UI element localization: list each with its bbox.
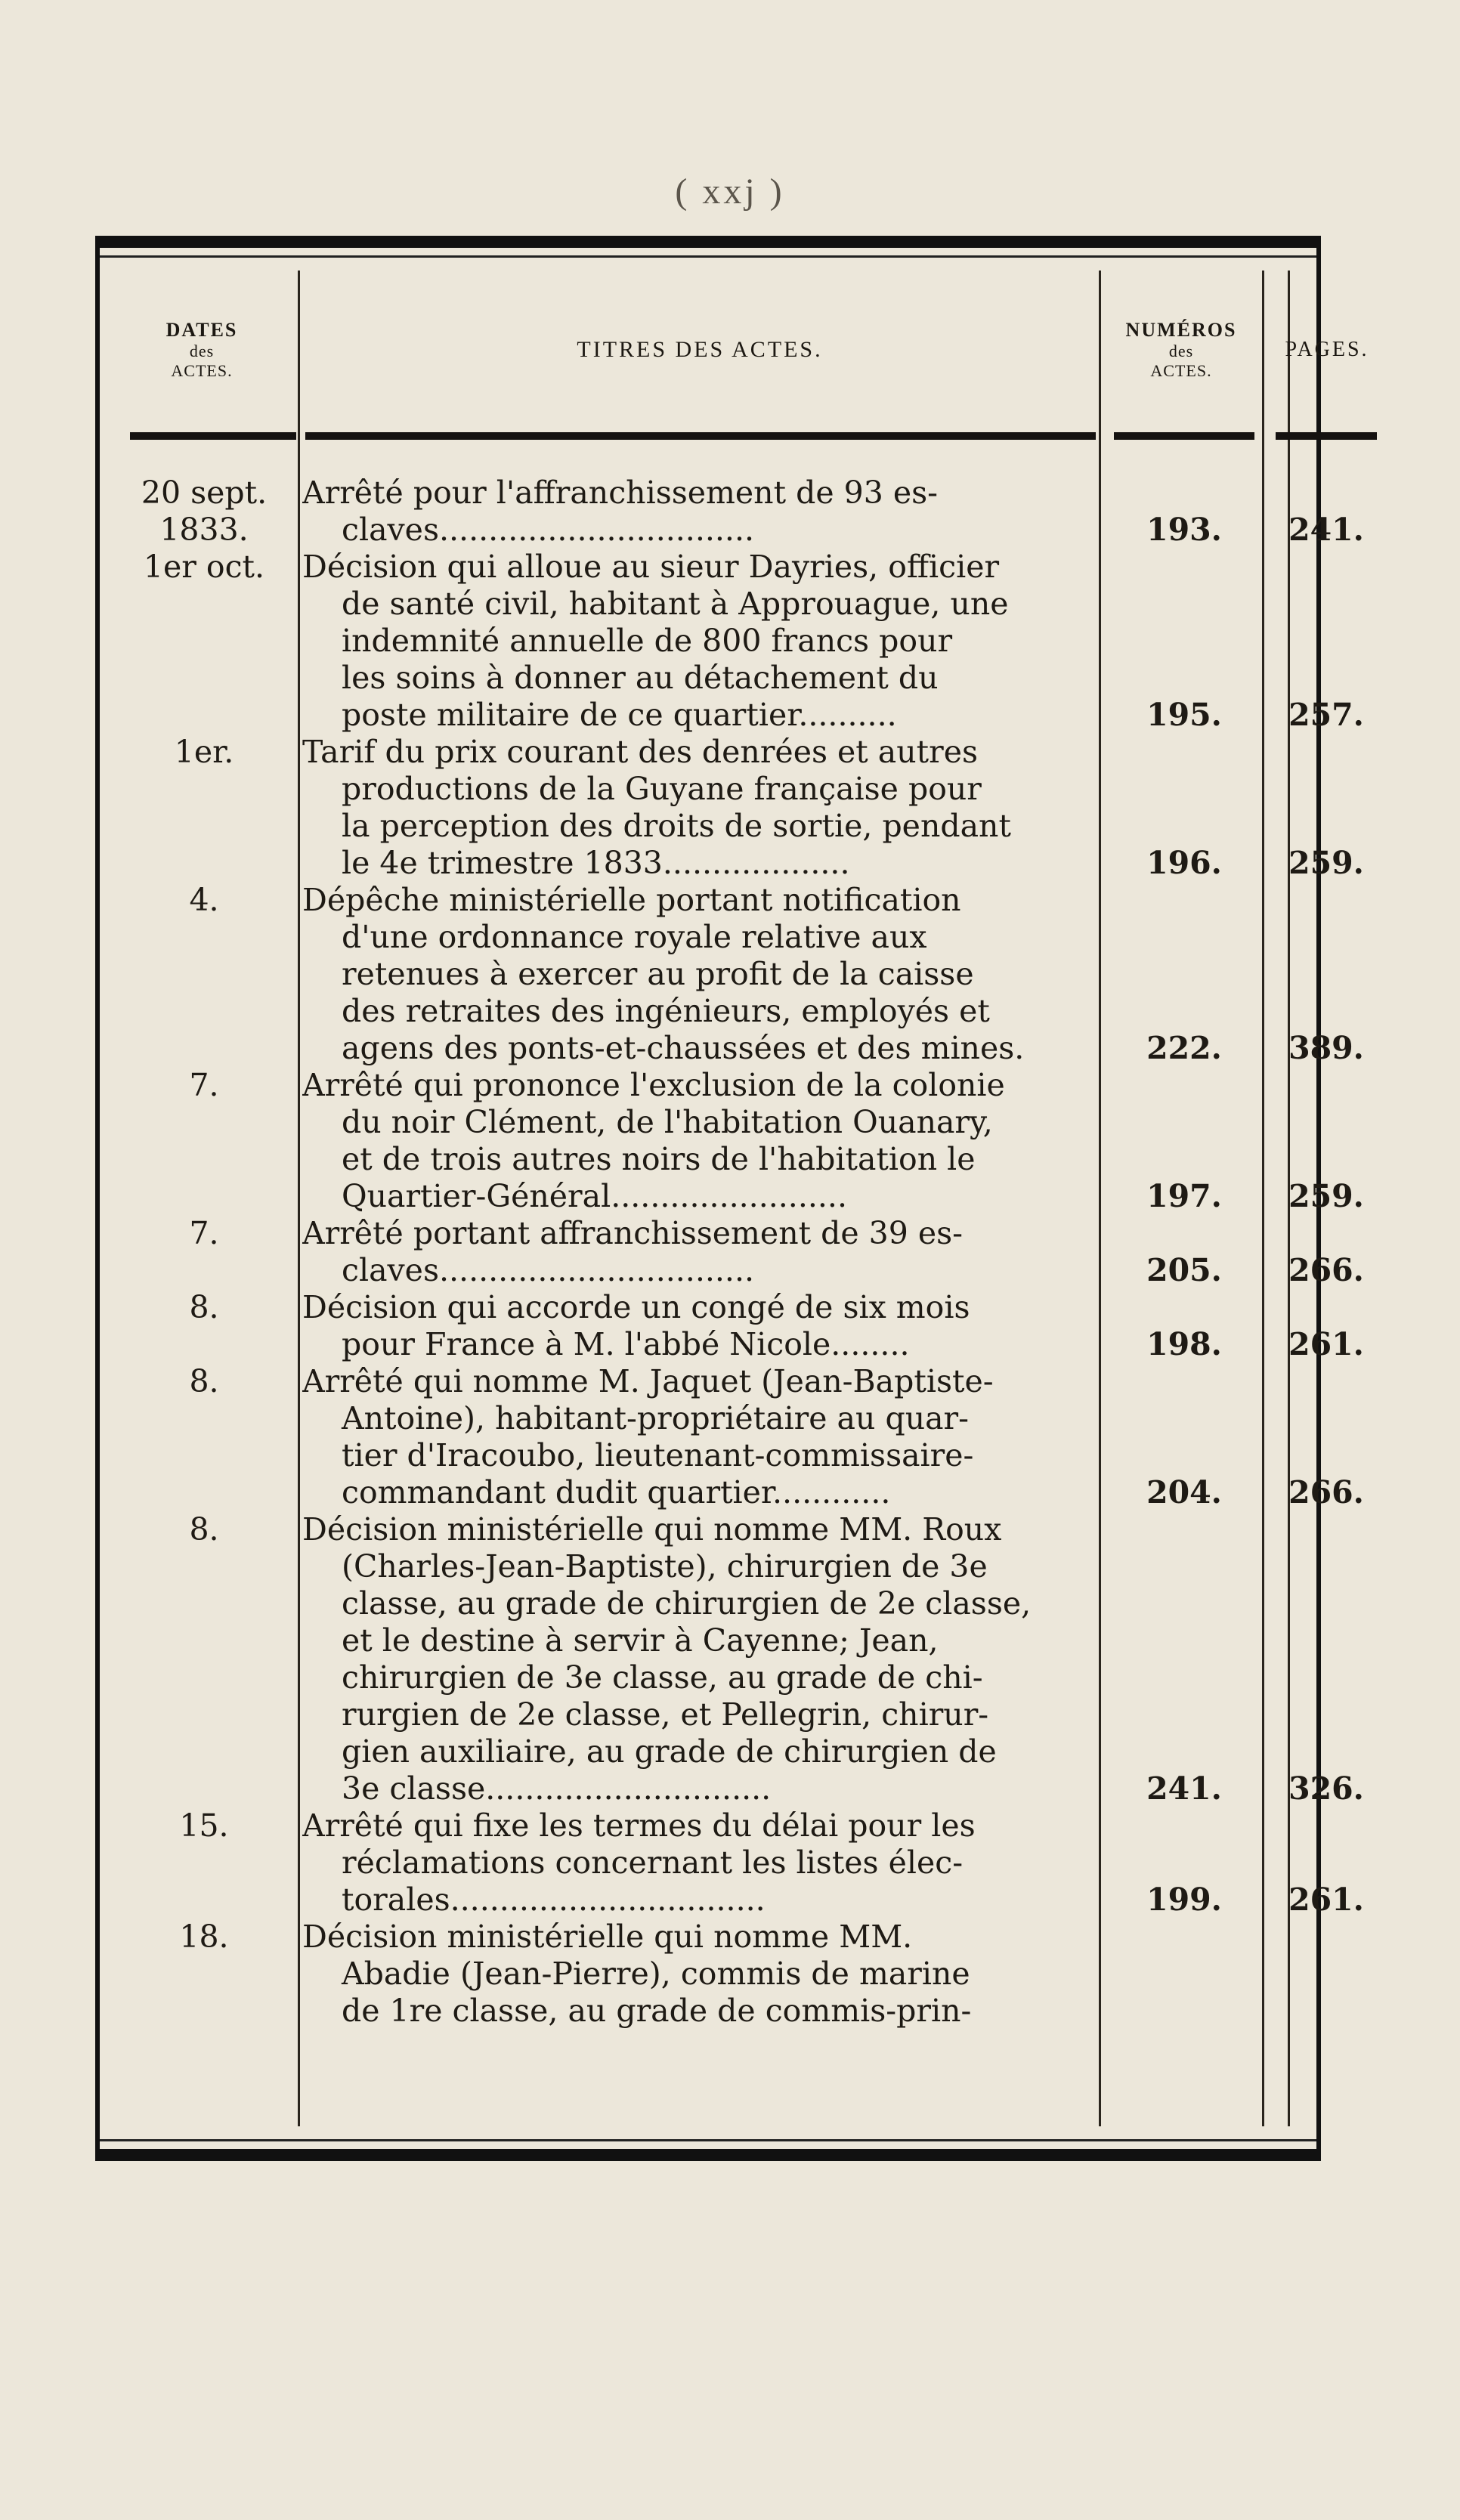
row-date-line: 1er. [174, 734, 234, 770]
table-row [100, 1215, 1364, 1289]
header-rule-dates [130, 432, 296, 440]
row-title [302, 549, 1097, 734]
row-title-line: Arrêté portant affranchissement de 39 es- [302, 1215, 964, 1251]
row-title-line: torales................................ [342, 1881, 766, 1918]
row-act-number: 241. [1146, 1770, 1222, 1807]
row-title-line: rurgien de 2e classe, et Pellegrin, chirur- [342, 1696, 989, 1733]
row-date [106, 734, 302, 771]
row-title [302, 1363, 1097, 1511]
row-title-line: Arrêté qui nomme M. Jaquet (Jean-Baptiste- [302, 1363, 994, 1399]
row-title-line: Décision qui accorde un congé de six mois [302, 1289, 970, 1325]
row-title [302, 734, 1097, 882]
row-act-number: 198. [1146, 1326, 1222, 1362]
header-dates: DATES des ACTES. [165, 319, 238, 380]
row-title-line: de santé civil, habitant à Approuague, une [342, 586, 1009, 622]
row-title-line: agens des ponts-et-chaussées et des mines. [342, 1030, 1025, 1066]
row-title-line: chirurgien de 3e classe, au grade de chi- [342, 1659, 983, 1696]
row-title-line: Quartier-Général........................ [342, 1178, 847, 1214]
row-title-line: et le destine à servir à Cayenne; Jean, [342, 1622, 939, 1659]
row-title-line: réclamations concernant les listes élec- [342, 1844, 964, 1881]
row-date-line: 1er oct. [143, 549, 265, 585]
header-rule-pages [1276, 432, 1377, 440]
row-date [106, 1067, 302, 1104]
row-page-number: 259. [1288, 845, 1364, 881]
row-title-line: tier d'Iracoubo, lieutenant-commissaire- [342, 1437, 974, 1473]
row-title-line: 3e classe............................. [342, 1770, 772, 1807]
row-date [106, 1511, 302, 1548]
row-title-line: de 1re classe, au grade de commis-prin- [342, 1993, 972, 2029]
row-title-line: d'une ordonnance royale relative aux [342, 919, 927, 955]
row-date-line: 18. [179, 1919, 229, 1955]
table-row [100, 1511, 1364, 1807]
row-title-line: Dépêche ministérielle portant notification [302, 882, 961, 918]
row-title-line: commandant dudit quartier............ [342, 1474, 891, 1510]
row-act-number: 222. [1146, 1030, 1222, 1066]
row-title [302, 1215, 1097, 1289]
row-date-line: 1833. [159, 512, 249, 548]
row-date-line: 4. [189, 882, 219, 918]
row-act-number: 204. [1146, 1474, 1222, 1510]
row-title-line: le 4e trimestre 1833................... [342, 845, 850, 881]
table-row [100, 1919, 1316, 2030]
frame-inner-bottom-rule [100, 2139, 1316, 2141]
row-page-number: 257. [1288, 697, 1364, 733]
row-title-line: Tarif du prix courant des denrées et autres [302, 734, 979, 770]
header-titles: TITRES DES ACTES. [577, 337, 823, 362]
row-page-number: 261. [1288, 1881, 1364, 1918]
row-title [302, 1289, 1097, 1363]
table-frame [95, 236, 1369, 2161]
row-title-line: Antoine), habitant-propriétaire au quar- [342, 1400, 969, 1436]
row-date [106, 1919, 302, 1956]
row-act-number: 195. [1146, 697, 1222, 733]
row-title-line: (Charles-Jean-Baptiste), chirurgien de 3e [342, 1548, 988, 1585]
row-act-number: 196. [1146, 845, 1222, 881]
row-title-line: Abadie (Jean-Pierre), commis de marine [342, 1956, 970, 1992]
row-title-line: Décision ministérielle qui nomme MM. Roux [302, 1511, 1002, 1548]
row-title-line: indemnité annuelle de 800 francs pour [342, 623, 953, 659]
row-title-line: retenues à exercer au profit de la caisse [342, 956, 974, 992]
page-number: ( xxj ) [675, 172, 785, 212]
row-title [302, 475, 1097, 549]
row-title-line: Décision qui alloue au sieur Dayries, officier [302, 549, 1000, 585]
table-row [100, 475, 1364, 549]
row-title-line: et de trois autres noirs de l'habitation le [342, 1141, 976, 1177]
row-title-line: Arrêté qui fixe les termes du délai pour les [302, 1807, 976, 1844]
row-date [106, 1807, 302, 1844]
frame-inner-top-rule [100, 255, 1316, 258]
row-title [302, 1807, 1097, 1919]
row-act-number: 197. [1146, 1178, 1222, 1214]
row-title-line: productions de la Guyane française pour [342, 771, 982, 807]
row-date-line: 8. [189, 1363, 219, 1399]
row-date [106, 1289, 302, 1326]
row-date [106, 1215, 302, 1252]
table-body [100, 475, 1364, 2030]
row-title-line: claves................................ [342, 512, 755, 548]
row-date-line: 7. [189, 1067, 219, 1103]
table-row [100, 1363, 1364, 1511]
row-act-number: 199. [1146, 1881, 1222, 1918]
table-row [100, 1807, 1364, 1919]
row-act-number: 205. [1146, 1252, 1222, 1288]
row-title [302, 882, 1097, 1067]
row-title-line: pour France à M. l'abbé Nicole........ [342, 1326, 910, 1362]
row-page-number: 241. [1288, 512, 1364, 548]
row-page-number: 259. [1288, 1178, 1364, 1214]
table-header [100, 278, 1369, 422]
row-page-number: 266. [1288, 1474, 1364, 1510]
header-rule-numbers [1114, 432, 1254, 440]
row-page-number: 389. [1288, 1030, 1364, 1066]
table-row [100, 882, 1364, 1067]
row-date-line: 8. [189, 1289, 219, 1325]
row-title-line: les soins à donner au détachement du [342, 660, 939, 696]
row-title [302, 1919, 1097, 2030]
row-title-line: gien auxiliaire, au grade de chirurgien de [342, 1733, 997, 1770]
row-title-line: du noir Clément, de l'habitation Ouanary, [342, 1104, 993, 1140]
row-title [302, 1511, 1097, 1807]
row-date-line: 15. [179, 1807, 229, 1844]
row-page-number: 266. [1288, 1252, 1364, 1288]
row-date-line: 8. [189, 1511, 219, 1548]
row-title-line: la perception des droits de sortie, pendant [342, 808, 1011, 844]
row-date-line: 7. [189, 1215, 219, 1251]
row-title-line: claves................................ [342, 1252, 755, 1288]
row-title-line: des retraites des ingénieurs, employés et [342, 993, 990, 1029]
row-page-number: 261. [1288, 1326, 1364, 1362]
header-numbers: NUMÉROS des ACTES. [1125, 319, 1237, 380]
row-date [106, 475, 302, 549]
row-title-line: Décision ministérielle qui nomme MM. [302, 1919, 913, 1955]
header-rule-titles [305, 432, 1096, 440]
row-date-line: 20 sept. [141, 475, 268, 511]
row-date [106, 1363, 302, 1400]
table-row [100, 1289, 1364, 1363]
table-row [100, 549, 1364, 734]
row-title-line: classe, au grade de chirurgien de 2e classe, [342, 1585, 1032, 1622]
row-date [106, 549, 302, 586]
row-title [302, 1067, 1097, 1215]
row-page-number: 326. [1288, 1770, 1364, 1807]
header-pages: PAGES. [1285, 338, 1369, 361]
table-row [100, 1067, 1364, 1215]
row-title-line: Arrêté qui prononce l'exclusion de la colonie [302, 1067, 1005, 1103]
row-date [106, 882, 302, 919]
table-row [100, 734, 1364, 882]
row-act-number: 193. [1146, 512, 1222, 548]
row-title-line: Arrêté pour l'affranchissement de 93 es- [302, 475, 939, 511]
row-title-line: poste militaire de ce quartier.......... [342, 697, 897, 733]
